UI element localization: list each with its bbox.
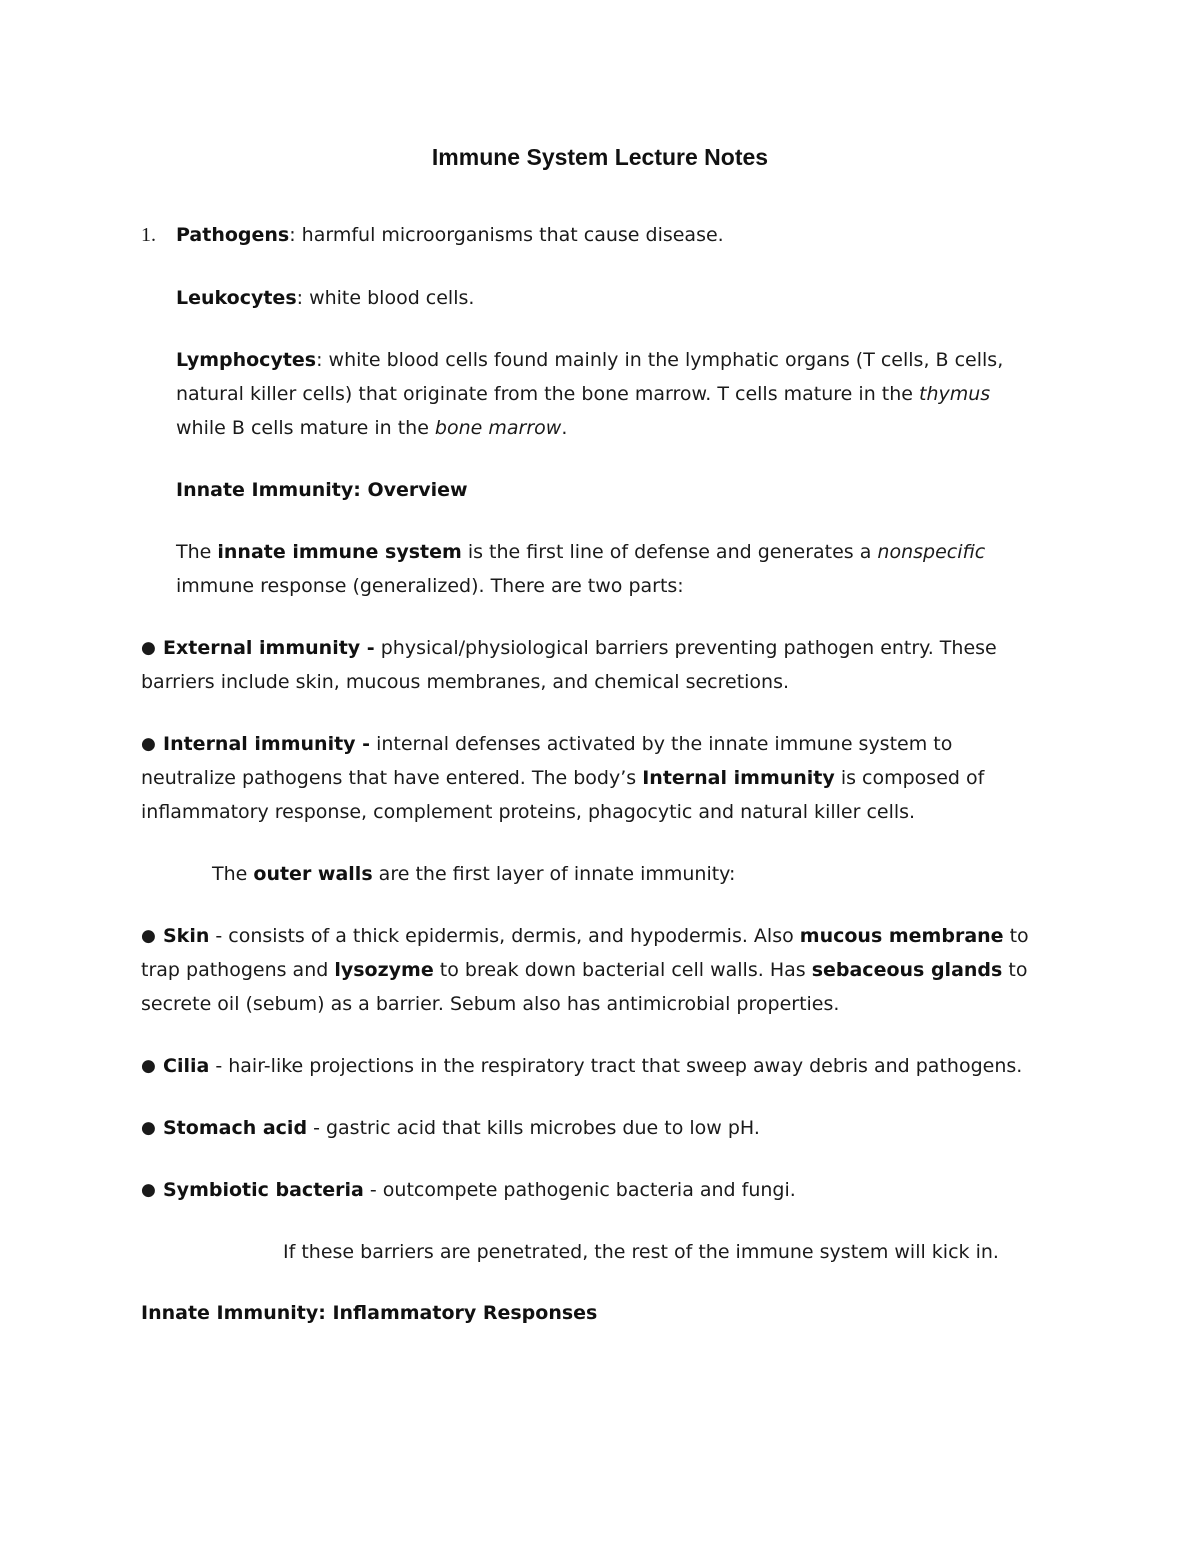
internal-immunity-line-3: inflammatory response, complement proteins, phagocytic and natural killer cells.: [141, 801, 916, 823]
external-immunity-term: External immunity -: [163, 637, 375, 659]
symbiotic-bacteria-line: Symbiotic bacteria - outcompete pathogenic bacteria and fungi.: [163, 1179, 796, 1201]
bullet-icon: ●: [141, 926, 156, 946]
innate-overview-line-2: immune response (generalized). There are two parts:: [176, 575, 684, 597]
outer-walls-term: outer walls: [253, 863, 373, 885]
innate-immune-system-term: innate immune system: [217, 541, 462, 563]
outer-walls-intro: The outer walls are the first layer of innate immunity:: [212, 863, 736, 885]
page-title: Immune System Lecture Notes: [431, 144, 769, 170]
lymphocytes-definition-line-1: Lymphocytes: white blood cells found mainly in the lymphatic organs (T cells, B cells,: [176, 349, 1004, 371]
barriers-note: If these barriers are penetrated, the rest of the immune system will kick in.: [283, 1241, 999, 1263]
skin-line-2: trap pathogens and lysozyme to break down bacterial cell walls. Has sebaceous glands to: [141, 959, 1028, 981]
lymphocytes-term: Lymphocytes: [176, 349, 317, 371]
symbiotic-bacteria-term: Symbiotic bacteria: [163, 1179, 364, 1201]
leukocytes-term: Leukocytes: [176, 287, 297, 309]
bullet-icon: ●: [141, 1180, 156, 1200]
external-immunity-line-2: barriers include skin, mucous membranes, and chemical secretions.: [141, 671, 790, 693]
bullet-icon: ●: [141, 1118, 156, 1138]
skin-term: Skin: [163, 925, 210, 947]
bullet-icon: ●: [141, 734, 156, 754]
bullet-icon: ●: [141, 638, 156, 658]
pathogens-term: Pathogens: [176, 224, 290, 246]
thymus-term: thymus: [919, 383, 991, 405]
mucous-membrane-term: mucous membrane: [799, 925, 1004, 947]
nonspecific-term: nonspecific: [877, 541, 986, 563]
bullet-icon: ●: [141, 1056, 156, 1076]
pathogens-definition: Pathogens: harmful microorganisms that cause disease.: [176, 224, 724, 246]
external-immunity-line-1: External immunity - physical/physiological barriers preventing pathogen entry. These: [163, 637, 997, 659]
leukocytes-definition: Leukocytes: white blood cells.: [176, 287, 475, 309]
innate-overview-line-1: The innate immune system is the first line of defense and generates a nonspecific: [176, 541, 986, 563]
cilia-line: Cilia - hair-like projections in the respiratory tract that sweep away debris and pathogens.: [163, 1055, 1023, 1077]
skin-line-1: Skin - consists of a thick epidermis, dermis, and hypodermis. Also mucous membrane to: [163, 925, 1029, 947]
list-number: 1.: [141, 224, 156, 246]
lymphocytes-definition-line-2: natural killer cells) that originate from the bone marrow. T cells mature in the thymus: [176, 383, 991, 405]
innate-overview-heading: Innate Immunity: Overview: [176, 479, 468, 501]
bone-marrow-term: bone marrow: [434, 417, 562, 439]
internal-immunity-term-inline: Internal immunity: [642, 767, 835, 789]
internal-immunity-line-1: Internal immunity - internal defenses activated by the innate immune system to: [163, 733, 953, 755]
lysozyme-term: lysozyme: [334, 959, 434, 981]
cilia-term: Cilia: [163, 1055, 210, 1077]
inflammatory-responses-heading: Innate Immunity: Inflammatory Responses: [141, 1302, 598, 1324]
skin-line-3: secrete oil (sebum) as a barrier. Sebum also has antimicrobial properties.: [141, 993, 840, 1015]
internal-immunity-term: Internal immunity -: [163, 733, 371, 755]
internal-immunity-line-2: neutralize pathogens that have entered. The body’s Internal immunity is composed of: [141, 767, 985, 789]
stomach-acid-term: Stomach acid: [163, 1117, 308, 1139]
lymphocytes-definition-line-3: while B cells mature in the bone marrow.: [176, 417, 568, 439]
sebaceous-glands-term: sebaceous glands: [811, 959, 1003, 981]
stomach-acid-line: Stomach acid - gastric acid that kills microbes due to low pH.: [163, 1117, 760, 1139]
